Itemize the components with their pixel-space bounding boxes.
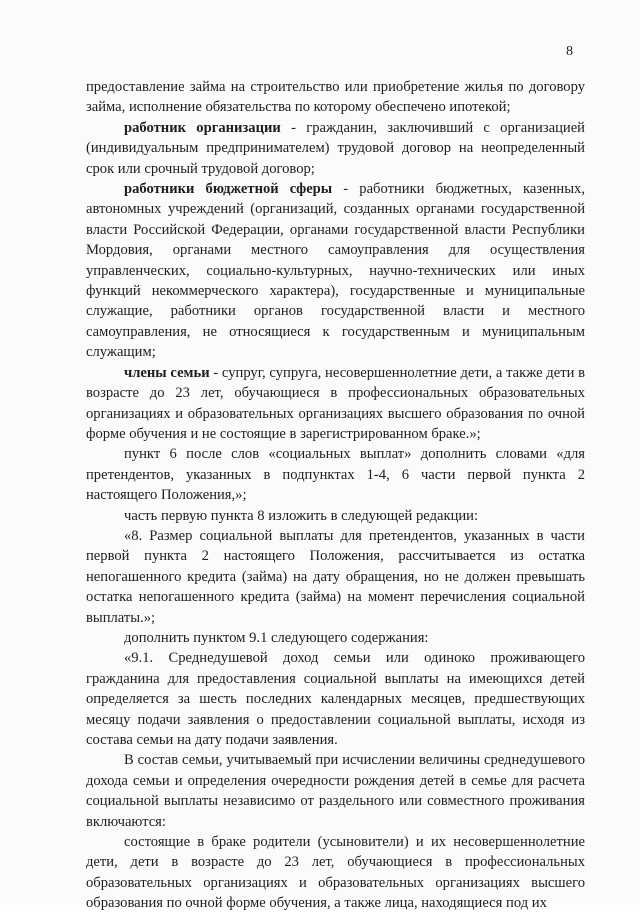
document-body bbox=[86, 77, 585, 914]
paragraph-point-6-amendment: пункт 6 после слов «социальных выплат» дополнить словами «для претендентов, указанных в подпунктах 1-4, 6 части первой пункта 2 настоящего Положения,»; bbox=[86, 446, 585, 504]
definition-public-sector-workers bbox=[86, 179, 585, 363]
paragraph-married-parents: состоящие в браке родители (усыновители) и их несовершеннолетние дети, дети в возрасте до 23 лет, обучающиеся в профессиональных образовательных организациях и образовательных организациях высшего образования по очной форме обучения, а также лица, находящиеся под их bbox=[86, 834, 585, 912]
definition-term: работники бюджетной сферы bbox=[124, 181, 333, 198]
paragraph-point-8-text: «8. Размер социальной выплаты для претендентов, указанных в части первой пункта 2 настоящего Положения, рассчитывается из остатка непогашенного кредита (займа) на дату обращения, но не должен превышать остатка непогашенного кредита (займа) на момент перечисления социальной выплаты.»; bbox=[86, 527, 585, 626]
definition-text: - гражданин, заключивший с организацией (индивидуальным предпринимателем) трудовой договор на неопределенный срок или срочный трудовой договор; bbox=[86, 119, 585, 177]
definition-text: - супруг, супруга, несовершеннолетние дети, а также дети в возрасте до 23 лет, обучающиеся в профессиональных образовательных организациях и образовательных организациях высшего образования по очной форме обучения и не состоящие в зарегистрированном браке.»; bbox=[86, 364, 586, 442]
paragraph-point-9-1-text: «9.1. Среднедушевой доход семьи или одиноко проживающего гражданина для предоставления социальной выплаты на имеющихся детей определяется за шесть последних календарных месяцев, предшествующих месяцу подачи заявления о предоставлении социальной выплаты, исходя из состава семьи на дату подачи заявления. bbox=[86, 650, 585, 748]
definition-family-members bbox=[86, 363, 585, 445]
paragraph-point-9-1-intro: дополнить пунктом 9.1 следующего содержания: bbox=[124, 629, 429, 646]
paragraph-family-composition: В состав семьи, учитываемый при исчислении величины среднедушевого дохода семьи и определения очередности рождения детей в семье для расчета социальной выплаты независимо от раздельного или совместного проживания включаются: bbox=[86, 752, 585, 830]
definition-organization-worker bbox=[86, 118, 585, 179]
page-number: 8 bbox=[566, 44, 573, 59]
definition-text: - работники бюджетных, казенных, автономных учреждений (организаций, созданных органами государственной власти Российской Федерации, органами государственной власти Республики Мордовия, органами местного самоуправления для осуществления управленческих, социально-культурных, научно-технических или иных функций некоммерческого характера), государственные и муниципальные служащие, работники органов государственной власти и местного самоуправления, не относящиеся к государственным и муниципальным служащим; bbox=[86, 181, 585, 361]
definition-term: члены семьи bbox=[124, 364, 210, 381]
definition-term: работник организации bbox=[124, 119, 281, 136]
paragraph-point-8-intro: часть первую пункта 8 изложить в следующей редакции: bbox=[124, 507, 479, 524]
paragraph-mortgage-continuation: предоставление займа на строительство или приобретение жилья по договору займа, исполнение обязательства по которому обеспечено ипотекой; bbox=[86, 79, 585, 116]
